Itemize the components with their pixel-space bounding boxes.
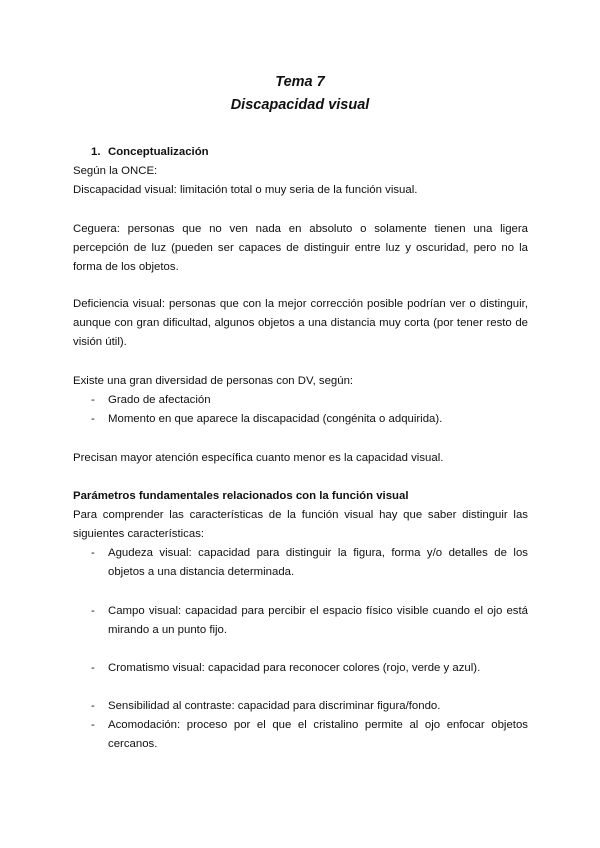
list-dash: - [91, 662, 95, 674]
list-item-text: Agudeza visual: capacidad para distinguir la figura, forma y/o detalles de los objetos a una distancia determinada. [108, 547, 528, 578]
list-dash: - [91, 719, 95, 731]
paragraph-deficiencia: Deficiencia visual: personas que con la mejor corrección posible podrían ver o distinguir, aunque con gran dificultad, algunos objetos a una distancia muy corta (por tener resto de visión útil). [73, 298, 528, 348]
paragraph-diversidad: Existe una gran diversidad de personas con DV, según: [73, 375, 354, 387]
heading-parametros: Parámetros fundamentales relacionados con la función visual [73, 490, 409, 502]
list-item [91, 391, 528, 410]
list-item [91, 659, 528, 678]
list-dash: - [91, 413, 95, 425]
paragraph-ceguera: Ceguera: personas que no ven nada en absoluto o solamente tienen una ligera percepción de luz (pueden ser capaces de distinguir entre luz y oscuridad, pero no la forma de los objetos. [73, 223, 528, 273]
paragraph-parametros-intro: Para comprender las características de la función visual hay que saber distinguir las siguientes características: [73, 509, 528, 540]
paragraph-definicion: Discapacidad visual: limitación total o muy seria de la función visual. [73, 184, 418, 196]
section-number: 1. [91, 146, 101, 158]
list-item-text: Grado de afectación [108, 394, 211, 406]
paragraph-precisan: Precisan mayor atención específica cuanto menor es la capacidad visual. [73, 452, 444, 464]
section-heading-text: Conceptualización [108, 146, 209, 158]
list-item [91, 697, 528, 716]
list-dash: - [91, 547, 95, 559]
list-item-text: Momento en que aparece la discapacidad (congénita o adquirida). [108, 413, 443, 425]
list-item [91, 544, 528, 582]
list-item-text: Campo visual: capacidad para percibir el espacio físico visible cuando el ojo está mirando a un punto fijo. [108, 605, 528, 636]
document-subtitle: Discapacidad visual [230, 97, 370, 113]
list-item [91, 716, 528, 754]
list-item-text: Acomodación: proceso por el que el cristalino permite al ojo enfocar objetos cercanos. [108, 719, 528, 750]
section-heading-conceptualizacion [91, 143, 209, 162]
list-dash: - [91, 605, 95, 617]
list-dash: - [91, 394, 95, 406]
list-item-text: Sensibilidad al contraste: capacidad para discriminar figura/fondo. [108, 700, 441, 712]
list-item [91, 602, 528, 640]
paragraph-segun: Según la ONCE: [73, 165, 158, 177]
document-title: Tema 7 [275, 74, 325, 90]
list-dash: - [91, 700, 95, 712]
list-item-text: Cromatismo visual: capacidad para reconocer colores (rojo, verde y azul). [108, 662, 481, 674]
list-item [91, 410, 528, 429]
